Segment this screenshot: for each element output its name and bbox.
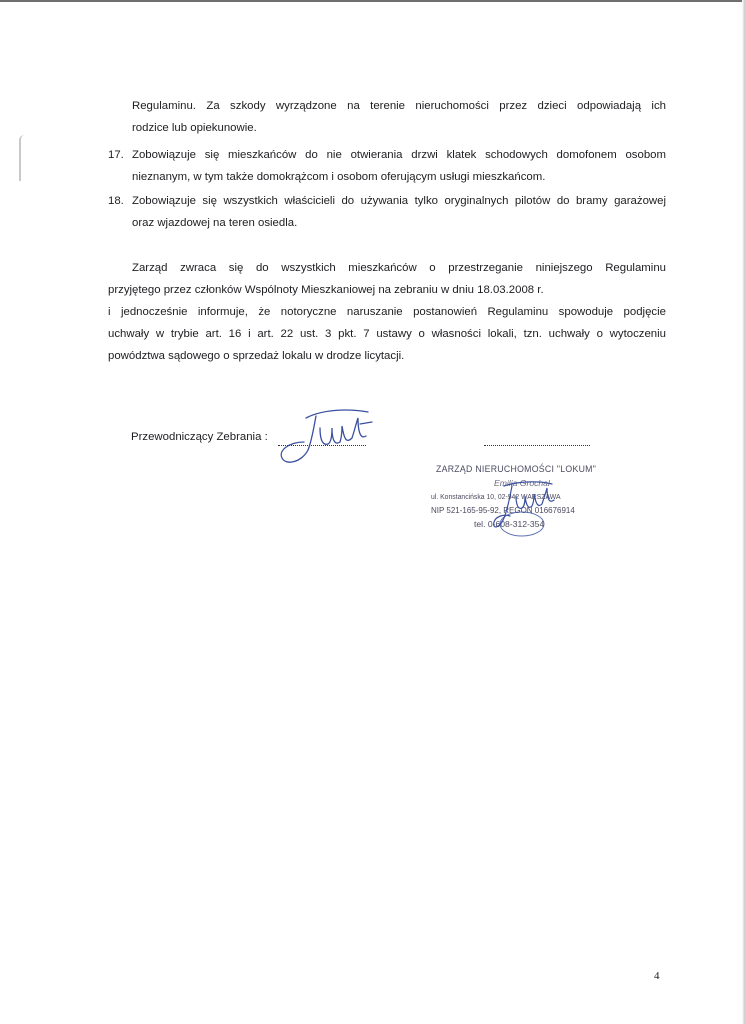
stamp-line-4: NIP 521-165-95-92, REGON 016676914: [431, 505, 575, 515]
stamp-line-2: Emilia Grochal: [494, 478, 550, 488]
handwritten-signature-stamp: [490, 478, 560, 540]
continuation-paragraph: [108, 95, 666, 139]
list-item-18: [108, 190, 666, 234]
scan-top-edge: [0, 0, 745, 2]
page-number: 4: [654, 970, 660, 982]
list-item-17: [108, 144, 666, 188]
closing-line-2: przyjętego przez członków Wspólnoty Mieszkaniowej na zebraniu w dniu 18.03.2008 r.: [108, 284, 544, 296]
list-item-number: 17.: [108, 149, 124, 161]
stamp-line-3: ul. Konstancińska 10, 02-942 WARSZAWA: [431, 492, 561, 501]
closing-line-1: Zarząd zwraca się do wszystkich mieszkańców o przestrzeganie niniejszego Regulaminu: [132, 262, 666, 274]
continuation-line-1: Regulaminu. Za szkody wyrządzone na terenie nieruchomości przez dzieci odpowiadają ich: [132, 100, 666, 112]
closing-line-4: uchwały w trybie art. 16 i art. 22 ust. 3 pkt. 7 ustawy o własności lokali, tzn. uchwały o wytoczeniu: [108, 328, 666, 340]
list-item-line-2: oraz wjazdowej na teren osiedla.: [132, 217, 298, 229]
list-item-line-2: nieznanym, w tym także domokrążcom i osobom oferującym usługi mieszkańcom.: [132, 171, 546, 183]
closing-line-5: powództwa sądowego o sprzedaż lokalu w drodze licytacji.: [108, 350, 405, 362]
stamp-line-1: ZARZĄD NIERUCHOMOŚCI "LOKUM": [436, 464, 597, 475]
handwritten-signature-chair: [276, 406, 376, 476]
stamp-line-5: tel. 0-608-312-354: [474, 519, 545, 529]
continuation-line-2: rodzice lub opiekunowie.: [132, 122, 257, 134]
closing-paragraph: [108, 257, 666, 367]
list-item-line-1: Zobowiązuje się mieszkańców do nie otwierania drzwi klatek schodowych domofonem osobom: [132, 149, 666, 161]
signature-line-right: [484, 433, 590, 446]
chair-label: Przewodniczący Zebrania :: [131, 431, 268, 443]
list-item-number: 18.: [108, 195, 124, 207]
closing-line-3: i jednocześnie informuje, że notoryczne naruszanie postanowień Regulaminu spowoduje podjęcie: [108, 306, 666, 318]
list-item-line-1: Zobowiązuje się wszystkich właścicieli do używania tylko oryginalnych pilotów do bramy garażowej: [132, 195, 666, 207]
scan-mark: [19, 135, 24, 181]
